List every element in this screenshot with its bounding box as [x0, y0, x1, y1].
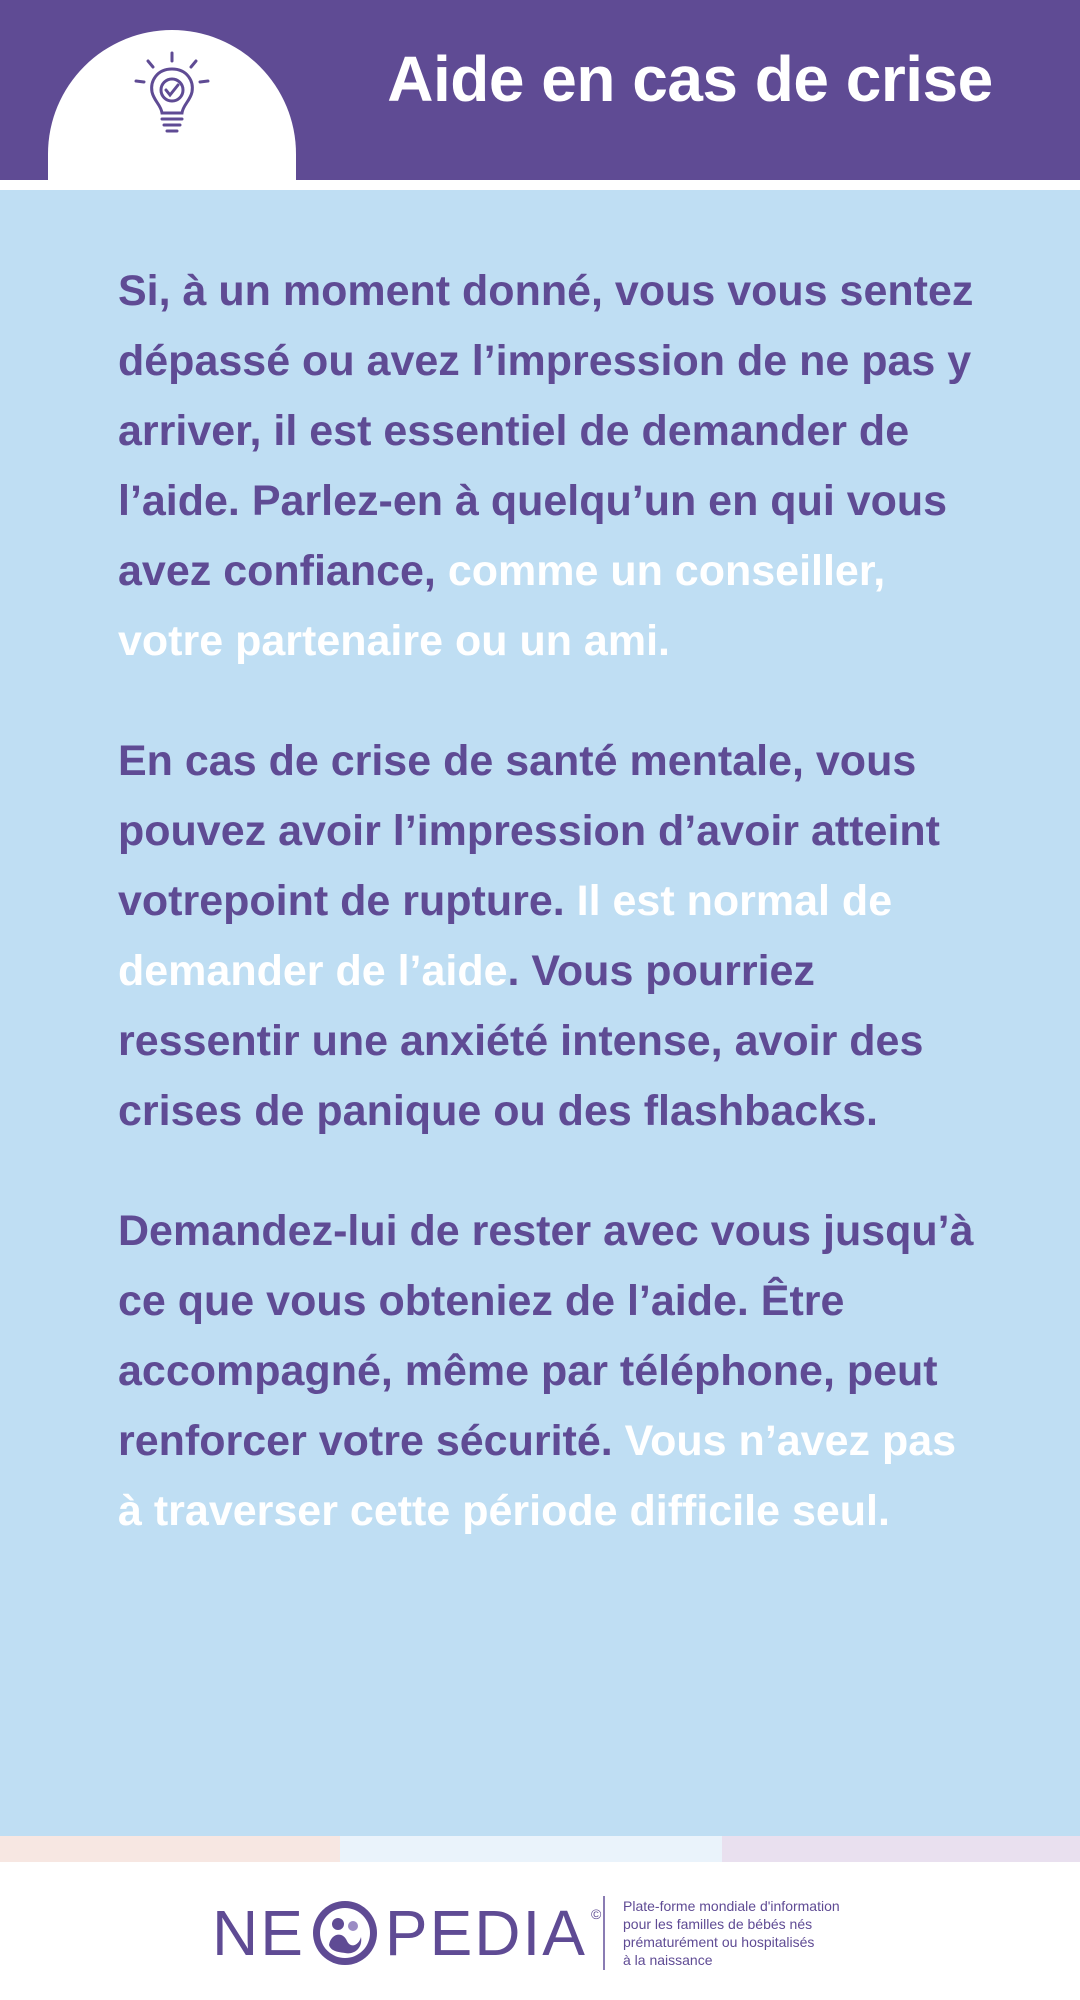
- color-stripe-lavender: [722, 1836, 1080, 1862]
- paragraph-help: [118, 256, 978, 676]
- header-icon-badge: [48, 30, 296, 180]
- family-o-icon: [309, 1897, 381, 1969]
- page-title: Aide en cas de crise: [387, 43, 993, 115]
- color-stripe-light-blue: [340, 1836, 722, 1862]
- footer-divider: [603, 1896, 605, 1970]
- tagline: [623, 1897, 923, 1969]
- tagline-line: pour les familles de bébés nés: [623, 1916, 813, 1932]
- paragraph-highlight: Vous n’avez pas à traverser cette période difficile seul.: [118, 1417, 957, 1535]
- header-bar: [0, 0, 1080, 180]
- neopedia-logo: [212, 1888, 603, 1978]
- header-divider: [0, 180, 1080, 190]
- tagline-line: Plate-forme mondiale d'information: [623, 1898, 840, 1914]
- logo-text-right: PEDIA: [384, 1897, 587, 1969]
- color-stripe-peach: [0, 1836, 340, 1862]
- body-text: [118, 256, 978, 1596]
- paragraph-support: [118, 1196, 978, 1546]
- tagline-line: prématurément ou hospitalisés: [623, 1934, 815, 1950]
- tagline-line: à la naissance: [623, 1952, 713, 1968]
- paragraph-text: Demandez-lui de rester avec vous jusqu’à ce que vous obteniez de l’aide. Être accompagné, même par téléphone, peut renforcer votre sécurité.: [118, 1207, 974, 1465]
- paragraph-text: . Vous pourriez ressentir une anxiété intense, avoir des crises de panique ou des flashbacks.: [118, 947, 924, 1135]
- paragraph-highlight: Il est normal de demander de l’aide: [118, 877, 893, 995]
- copyright-mark: ©: [590, 1906, 604, 1922]
- logo-text-left: NE: [212, 1897, 305, 1969]
- lightbulb-check-icon: [124, 47, 220, 143]
- paragraph-text: En cas de crise de santé mentale, vous pouvez avoir l’impression d’avoir atteint votrepoint de rupture.: [118, 737, 940, 925]
- paragraph-highlight: comme un conseiller, votre partenaire ou un ami.: [118, 547, 886, 665]
- paragraph-crisis: [118, 726, 978, 1146]
- paragraph-text: Si, à un moment donné, vous vous sentez dépassé ou avez l’impression de ne pas y arriver, il est essentiel de demander de l’aide. Parlez-en à quelqu’un en qui vous avez confiance,: [118, 267, 974, 595]
